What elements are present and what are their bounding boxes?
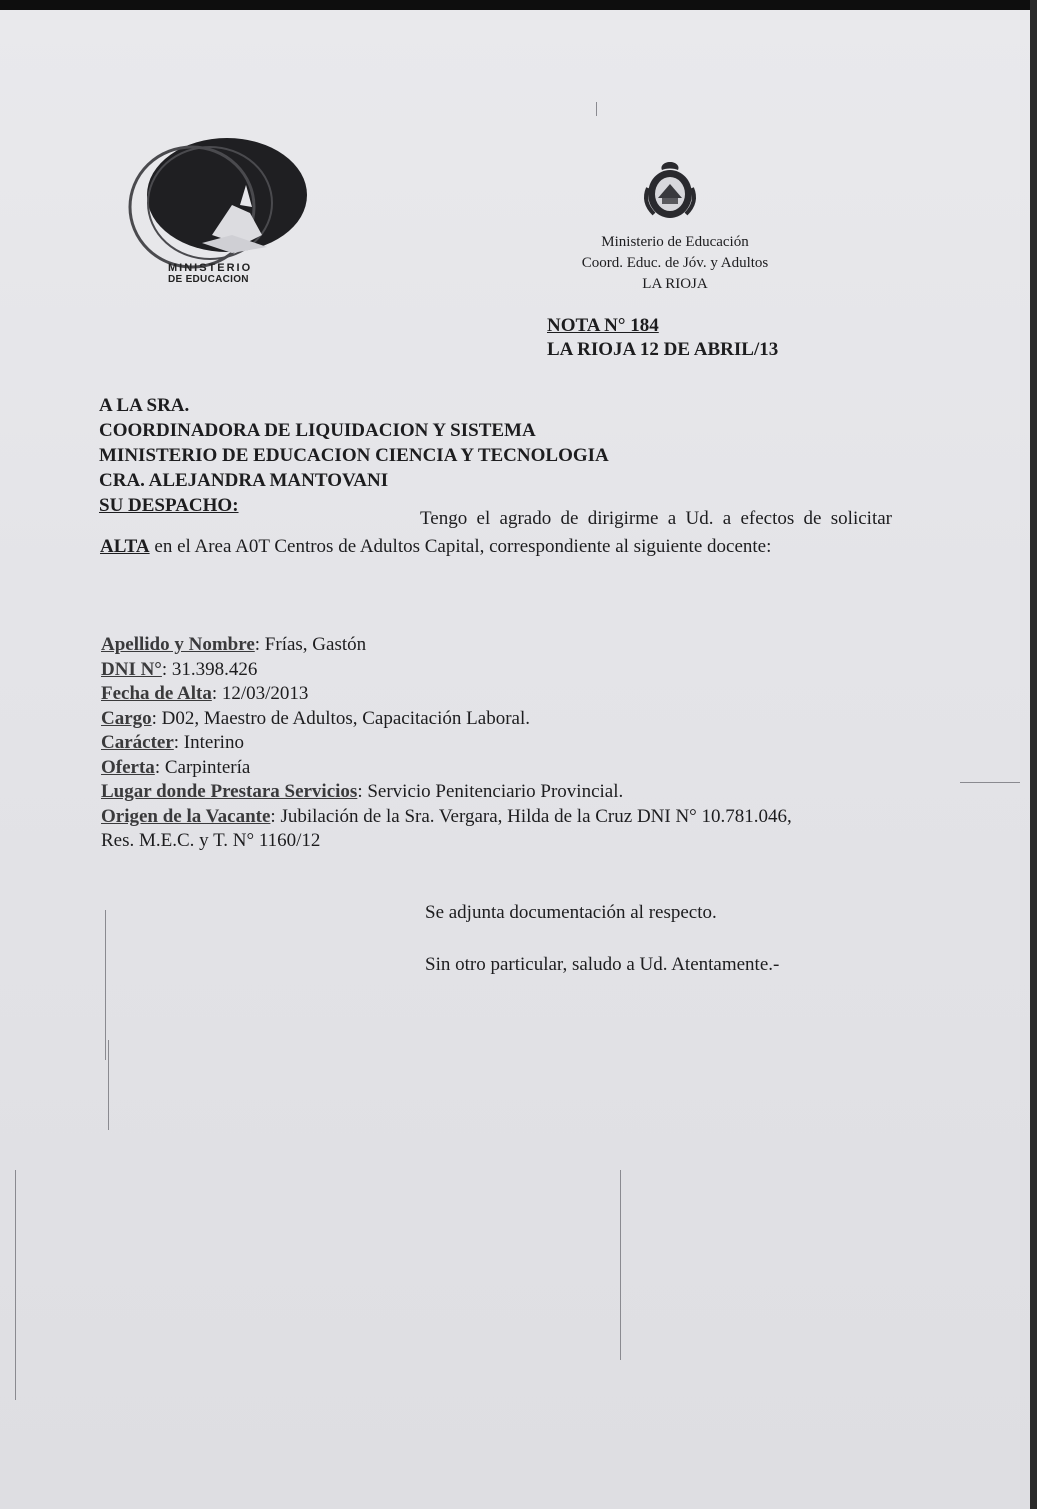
field-value: : Servicio Penitenciario Provincial. [357, 781, 624, 802]
field-continuation: Res. M.E.C. y T. N° 1160/12 [101, 830, 321, 851]
body-paragraph [100, 505, 892, 561]
field-row [101, 682, 921, 707]
field-label: DNI N° [101, 658, 162, 680]
recipient-ministry: MINISTERIO DE EDUCACION CIENCIA Y TECNOLOGIA [99, 445, 609, 466]
letterhead-province: LA RIOJA [642, 276, 708, 292]
note-number: NOTA N° 184 [547, 315, 659, 336]
field-row [101, 658, 921, 683]
letterhead [540, 232, 810, 295]
note-header [547, 314, 778, 362]
photocopy-mark [960, 782, 1020, 783]
photo-right-border [1030, 0, 1037, 1509]
logo-text-educacion: DE EDUCACION [168, 274, 249, 285]
letterhead-coordination: Coord. Educ. de Jóv. y Adultos [581, 255, 769, 271]
document-page [0, 10, 1030, 1509]
letterhead-ministry: Ministerio de Educación [601, 234, 749, 250]
photo-top-border [0, 0, 1037, 10]
field-value: : Carpintería [154, 756, 251, 778]
field-label: Lugar donde Prestara Servicios [101, 781, 358, 802]
field-label: Fecha de Alta [101, 683, 212, 704]
field-label: Cargo [101, 707, 152, 729]
field-value: : 12/03/2013 [211, 683, 309, 704]
field-row [101, 780, 921, 805]
recipient-title: COORDINADORA DE LIQUIDACION Y SISTEMA [99, 420, 536, 441]
field-value: : 31.398.426 [161, 658, 258, 680]
body-text-part1: Tengo el agrado de dirigirme a Ud. a efectos de solicitar [420, 508, 892, 529]
body-text-part2: en el Area A0T Centros de Adultos Capital, correspondiente al siguiente docente: [149, 536, 772, 557]
field-value: : D02, Maestro de Adultos, Capacitación Laboral. [151, 707, 530, 729]
recipient-salutation: A LA SRA. [99, 395, 190, 416]
field-row [101, 731, 921, 756]
photocopy-mark [108, 1040, 109, 1130]
photocopy-mark [620, 1170, 621, 1360]
recipient-block [99, 393, 609, 518]
teacher-details [101, 633, 921, 854]
note-date: LA RIOJA 12 DE ABRIL/13 [547, 339, 779, 360]
field-row [101, 633, 921, 658]
photocopy-mark [596, 102, 597, 116]
closing-salutation: Sin otro particular, saludo a Ud. Atentamente.- [425, 954, 780, 975]
field-label: Origen de la Vacante [101, 805, 271, 827]
field-label: Apellido y Nombre [101, 634, 255, 655]
field-row [101, 756, 921, 781]
photocopy-mark [105, 910, 106, 1060]
field-value: : Frías, Gastón [254, 634, 367, 655]
logo-text-ministerio: MINISTERIO [168, 262, 253, 274]
field-value: : Jubilación de la Sra. Vergara, Hilda de la Cruz DNI N° 10.781.046, [270, 805, 792, 827]
field-label: Carácter [101, 732, 174, 753]
recipient-office: SU DESPACHO: [99, 495, 239, 516]
field-row [101, 707, 921, 732]
field-row [101, 805, 921, 830]
closing-attachment: Se adjunta documentación al respecto. [425, 902, 717, 923]
photocopy-mark [15, 1170, 16, 1400]
recipient-name: CRA. ALEJANDRA MANTOVANI [99, 470, 389, 491]
field-label: Oferta [101, 756, 155, 778]
field-value: : Interino [173, 732, 244, 753]
body-alta-highlight: ALTA [100, 536, 150, 557]
provincial-emblem-icon [638, 158, 702, 222]
